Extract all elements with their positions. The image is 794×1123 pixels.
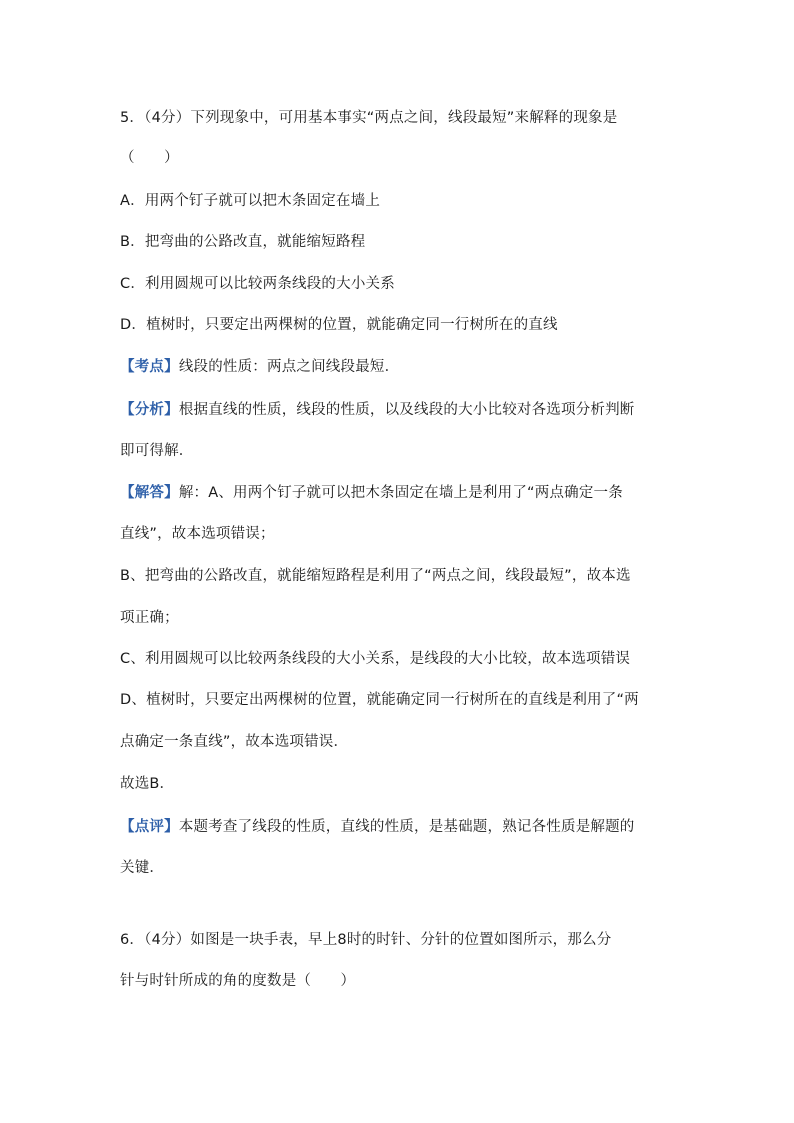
q5-option-d: D．植树时，只要定出两棵树的位置，就能确定同一行树所在的直线 xyxy=(120,317,558,333)
q5-jieda-line6: D、植树时，只要定出两棵树的位置，就能确定同一行树所在的直线是利用了“两 xyxy=(120,692,639,708)
fenxi-text-1: 根据直线的性质，线段的性质，以及线段的大小比较对各选项分析判断 xyxy=(178,402,635,418)
jieda-tag: 【解答】 xyxy=(120,485,179,501)
q5-jieda-line8: 故选B． xyxy=(120,776,175,792)
q5-dianping-line1 xyxy=(120,817,680,837)
fenxi-tag: 【分析】 xyxy=(120,402,179,418)
kaodian-text: 线段的性质：两点之间线段最短． xyxy=(178,359,400,375)
q5-jieda-line1 xyxy=(120,483,680,503)
q5-kaodian xyxy=(120,357,680,377)
q5-option-b: B．把弯曲的公路改直，就能缩短路程 xyxy=(120,234,366,250)
dianping-tag: 【点评】 xyxy=(120,819,179,835)
q5-dianping-line2: 关键． xyxy=(120,860,165,876)
dianping-text-1: 本题考查了线段的性质，直线的性质，是基础题，熟记各性质是解题的 xyxy=(178,819,635,835)
q5-option-a: A．用两个钉子就可以把木条固定在墙上 xyxy=(120,193,381,209)
jieda-text-1: 解：A、用两个钉子就可以把木条固定在墙上是利用了“两点确定一条 xyxy=(178,485,623,501)
q5-stem-line2: （ ） xyxy=(120,150,179,166)
q5-jieda-line3: B、把弯曲的公路改直，就能缩短路程是利用了“两点之间，线段最短”，故本选 xyxy=(120,568,631,584)
kaodian-tag: 【考点】 xyxy=(120,359,179,375)
q5-stem-line1: 5．（4分）下列现象中，可用基本事实“两点之间，线段最短”来解释的现象是 xyxy=(120,110,618,126)
q5-jieda-line2: 直线”，故本选项错误； xyxy=(120,526,275,542)
q6-stem-line1: 6．（4分）如图是一块手表，早上8时的时针、分针的位置如图所示，那么分 xyxy=(120,932,612,948)
q5-fenxi-line2: 即可得解． xyxy=(120,443,194,459)
q5-jieda-line5: C、利用圆规可以比较两条线段的大小关系，是线段的大小比较，故本选项错误 xyxy=(120,651,631,667)
q5-jieda-line4: 项正确； xyxy=(120,610,179,626)
q6-stem-line2: 针与时针所成的角的度数是（ ） xyxy=(120,973,356,989)
q5-jieda-line7: 点确定一条直线”，故本选项错误． xyxy=(120,734,349,750)
q5-option-c: C．利用圆规可以比较两条线段的大小关系 xyxy=(120,276,395,292)
q5-fenxi-line1 xyxy=(120,400,680,420)
